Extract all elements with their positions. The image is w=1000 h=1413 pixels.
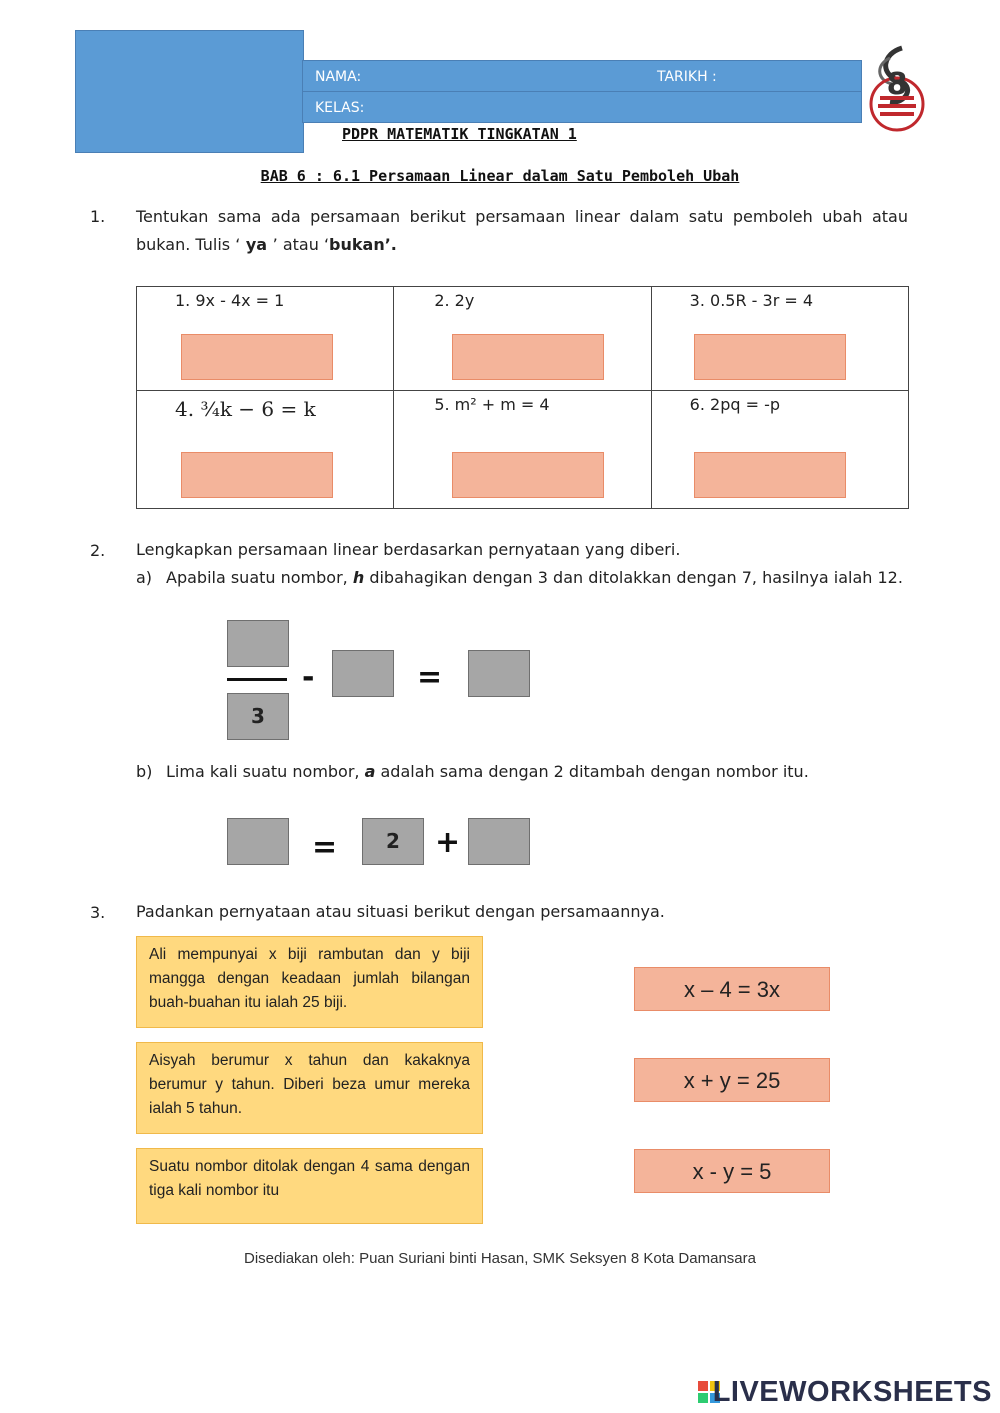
q2b-two: 2 — [362, 818, 424, 865]
q2a-text — [166, 564, 908, 592]
q1-cell-6 — [651, 391, 908, 509]
q2b-text — [166, 758, 908, 786]
q2a-var: h — [352, 568, 365, 587]
header-blue-block — [75, 30, 304, 153]
nama-row[interactable] — [302, 60, 862, 92]
q1-answer-1[interactable] — [181, 334, 333, 380]
q2a-equals: = — [417, 660, 443, 695]
nama-label: NAMA: — [315, 69, 362, 85]
q2b-right-input[interactable] — [468, 818, 530, 865]
q2a-text-2: dibahagikan dengan 3 dan ditolakkan dengan 7, hasilnya ialah 12. — [364, 568, 903, 587]
q3-statement-3[interactable]: Suatu nombor ditolak dengan 4 sama dengan tiga kali nombor itu — [136, 1148, 483, 1224]
svg-text:8: 8 — [886, 67, 908, 102]
q2a-result-input[interactable] — [468, 650, 530, 697]
q1-table — [136, 286, 909, 509]
tarikh-label: TARIKH : — [657, 69, 717, 85]
q2a-subtract-input[interactable] — [332, 650, 394, 697]
q1-number: 1. — [90, 207, 106, 226]
q2b-text-1: Lima kali suatu nombor, — [166, 762, 365, 781]
q1-text — [136, 203, 908, 259]
q2a-denominator: 3 — [227, 693, 289, 740]
q3-equation-3[interactable]: x - y = 5 — [634, 1149, 830, 1193]
q2a-text-1: Apabila suatu nombor, — [166, 568, 353, 587]
q3-statement-1[interactable]: Ali mempunyai x biji rambutan dan y biji mangga dengan keadaan jumlah bilangan buah-buahan itu ialah 25 biji. — [136, 936, 483, 1028]
q2a-minus: - — [302, 660, 315, 695]
kelas-label: KELAS: — [315, 100, 365, 116]
q1-bukan: bukan’. — [329, 235, 397, 254]
q1-answer-2[interactable] — [452, 334, 604, 380]
liveworksheets-brand[interactable]: LIVEWORKSHEETS — [712, 1376, 992, 1408]
q3-statement-2[interactable]: Aisyah berumur x tahun dan kakaknya berumur y tahun. Diberi beza umur mereka ialah 5 tahun. — [136, 1042, 483, 1134]
q1-cell-4 — [137, 391, 394, 509]
q2-intro: Lengkapkan persamaan linear berdasarkan pernyataan yang diberi. — [136, 540, 681, 559]
q1-answer-3[interactable] — [694, 334, 846, 380]
q1-item-3-label: 3. 0.5R - 3r = 4 — [689, 291, 814, 310]
q1-item-5-label: 5. m² + m = 4 — [434, 395, 550, 414]
fraction-bar — [227, 678, 287, 681]
q3-intro: Padankan pernyataan atau situasi berikut dengan persamaannya. — [136, 902, 665, 921]
q1-item-4-label: 4. ¾k − 6 = k — [175, 397, 316, 421]
q1-answer-6[interactable] — [694, 452, 846, 498]
q1-answer-4[interactable] — [181, 452, 333, 498]
q1-item-6-label: 6. 2pq = -p — [689, 395, 781, 414]
subject-title: PDPR MATEMATIK TINGKATAN 1 — [342, 125, 577, 143]
q1-cell-5 — [394, 391, 651, 509]
q1-item-2-label: 2. 2y — [434, 291, 475, 310]
q3-equation-1[interactable]: x – 4 = 3x — [634, 967, 830, 1011]
q2-number: 2. — [90, 541, 106, 560]
q1-cell-2 — [394, 287, 651, 391]
q2a-numerator-input[interactable] — [227, 620, 289, 667]
q2b-label: b) — [136, 762, 153, 781]
q1-item-1-label: 1. 9x - 4x = 1 — [175, 291, 285, 310]
chapter-title: BAB 6 : 6.1 Persamaan Linear dalam Satu Pemboleh Ubah — [260, 167, 740, 185]
q1-text-part2: ’ atau ‘ — [272, 235, 330, 254]
q2a-label: a) — [136, 568, 153, 587]
q1-ya: ya — [240, 235, 273, 254]
q2b-plus: + — [435, 825, 461, 860]
q2b-equals: = — [312, 830, 338, 865]
q1-answer-5[interactable] — [452, 452, 604, 498]
kelas-row[interactable] — [302, 91, 862, 123]
school-logo — [862, 44, 932, 134]
q3-equation-2[interactable]: x + y = 25 — [634, 1058, 830, 1102]
footer-credit: Disediakan oleh: Puan Suriani binti Hasan, SMK Seksyen 8 Kota Damansara — [244, 1250, 756, 1267]
q2b-left-input[interactable] — [227, 818, 289, 865]
q1-text-part1: Tentukan sama ada persamaan berikut persamaan linear dalam satu pemboleh ubah atau bukan. Tulis ‘ — [136, 207, 908, 254]
q2b-var: a — [364, 762, 376, 781]
q3-number: 3. — [90, 903, 106, 922]
q1-cell-3 — [651, 287, 908, 391]
q2b-text-2: adalah sama dengan 2 ditambah dengan nombor itu. — [375, 762, 809, 781]
q1-cell-1 — [137, 287, 394, 391]
